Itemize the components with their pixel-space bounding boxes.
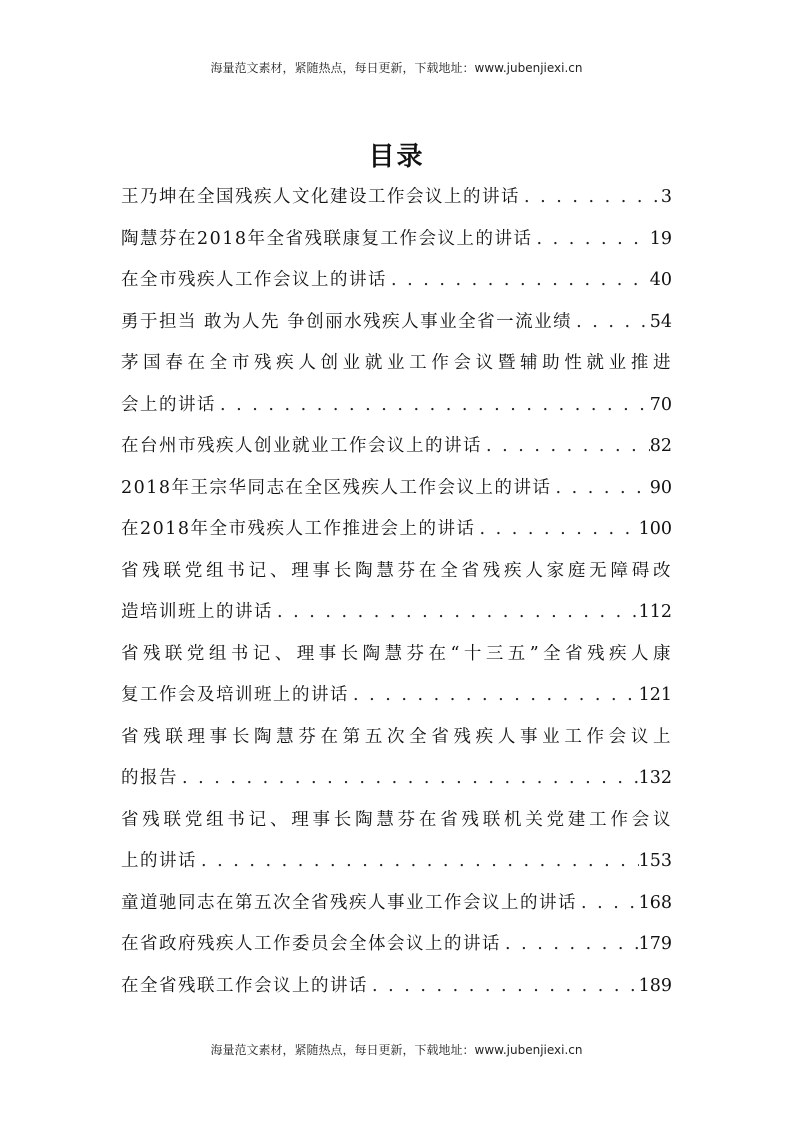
toc-entry[interactable] (121, 468, 672, 510)
toc-entry-title: 陶慧芬在2018年全省残联康复工作会议上的讲话 (121, 228, 533, 249)
toc-entry-title: 王乃坤在全国残疾人文化建设工作会议上的讲话 (121, 187, 520, 207)
toc-entry-title-line1: 省残联理事长陶慧芬在第五次全省残疾人事业工作会议上 (121, 726, 672, 747)
toc-entry-title-line1: 省残联党组书记、理事长陶慧芬在全省残疾人家庭无障碍改 (121, 560, 672, 581)
toc-entry-title: 在省政府残疾人工作委员会全体会议上的讲话 (121, 934, 501, 954)
toc-entry-title: 复工作会及培训班上的讲话 (121, 685, 349, 705)
toc-entry[interactable] (121, 219, 672, 261)
toc-entry-title: 在2018年全市残疾人工作推进会上的讲话 (121, 519, 476, 539)
toc-leader-dots (482, 426, 650, 468)
page-header: 海量范文素材，紧随热点，每日更新，下载地址：www.jubenjiexi.cn (210, 61, 583, 75)
toc-leader-dots (178, 758, 639, 800)
toc-entry[interactable] (121, 343, 672, 426)
toc-entry-title-line1: 省残联党组书记、理事长陶慧芬在省残联机关党建工作会议 (121, 809, 672, 830)
toc-entry-title: 在全省残联工作会议上的讲话 (121, 975, 368, 996)
toc-entry[interactable] (121, 426, 672, 468)
toc-leader-dots (572, 302, 650, 344)
page-footer: 海量范文素材，紧随热点，每日更新，下载地址：www.jubenjiexi.cn (210, 1043, 583, 1057)
toc-entry[interactable] (121, 260, 672, 302)
toc-entry[interactable] (121, 924, 672, 966)
toc-leader-dots (216, 385, 650, 427)
toc-page-number: 19 (649, 228, 672, 249)
toc-entry-title-line1: 省残联党组书记、理事长陶慧芬在“十三五”全省残疾人康 (121, 643, 672, 664)
toc-entry-title: 2018年王宗华同志在全区残疾人工作会议上的讲话 (121, 477, 552, 498)
toc-entry-title: 在台州市残疾人创业就业工作会议上的讲话 (121, 436, 482, 456)
toc-entry[interactable] (121, 509, 672, 551)
toc-entry-title: 勇于担当 敢为人先 争创丽水残疾人事业全省一流业绩 (121, 311, 573, 332)
toc-page-number: 132 (638, 768, 672, 788)
toc-entry[interactable] (121, 177, 672, 219)
toc-page-number: 82 (649, 436, 672, 456)
toc-entry-title: 会上的讲话 (121, 394, 216, 415)
toc-page-number: 179 (638, 934, 672, 954)
toc-page-number: 100 (638, 519, 672, 539)
toc-entry[interactable] (121, 800, 672, 883)
toc-leader-dots (552, 468, 650, 510)
toc-entry-title: 上的讲话 (121, 851, 197, 871)
toc-entry-title: 童道驰同志在第五次全省残疾人事业工作会议上的讲话 (121, 892, 577, 913)
toc-leader-dots (476, 509, 639, 551)
toc-page-number: 90 (649, 477, 672, 498)
toc-page-number: 153 (638, 851, 672, 871)
table-of-contents (121, 177, 672, 1007)
toc-leader-dots (197, 841, 639, 883)
toc-page-number: 3 (660, 187, 672, 207)
toc-entry-title-line1: 茅国春在全市残疾人创业就业工作会议暨辅助性就业推进 (121, 353, 672, 373)
toc-leader-dots (368, 966, 639, 1008)
toc-leader-dots (577, 883, 639, 925)
toc-leader-dots (501, 924, 639, 966)
toc-leader-dots (520, 177, 661, 219)
toc-entry[interactable] (121, 634, 672, 717)
toc-page-number: 121 (638, 685, 672, 705)
toc-page-number: 112 (638, 602, 672, 622)
toc-entry-title: 在全市残疾人工作会议上的讲话 (121, 270, 387, 290)
toc-leader-dots (349, 675, 639, 717)
toc-entry[interactable] (121, 883, 672, 925)
toc-leader-dots (533, 219, 650, 261)
toc-leader-dots (387, 260, 650, 302)
toc-page-number: 40 (649, 270, 672, 290)
toc-entry-title: 的报告 (121, 768, 178, 788)
toc-title: 目录 (368, 142, 425, 172)
toc-entry[interactable] (121, 717, 672, 800)
toc-entry[interactable] (121, 551, 672, 634)
toc-page-number: 54 (649, 311, 672, 332)
toc-entry-title: 造培训班上的讲话 (121, 602, 273, 622)
toc-leader-dots (273, 592, 639, 634)
toc-page-number: 189 (638, 975, 672, 996)
toc-page-number: 168 (638, 892, 672, 913)
toc-entry[interactable] (121, 302, 672, 344)
toc-page-number: 70 (649, 394, 672, 415)
toc-entry[interactable] (121, 966, 672, 1008)
